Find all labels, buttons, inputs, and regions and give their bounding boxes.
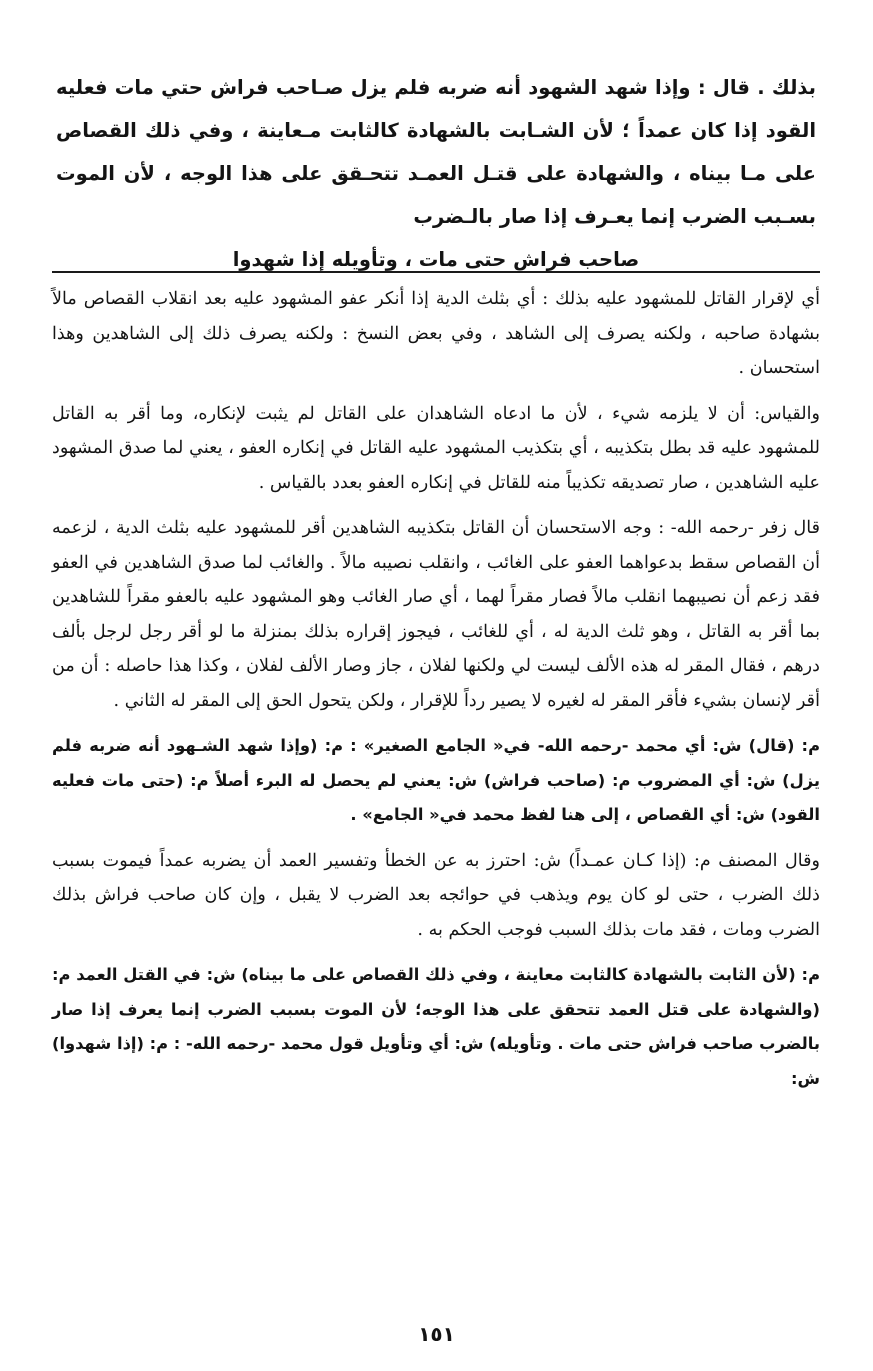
main-text-last-line: صاحب فراش حتى مات ، وتأويله إذا شهدوا	[232, 248, 640, 271]
page-number: ١٥١	[418, 1322, 455, 1346]
separator-rule	[52, 271, 820, 273]
main-text-body: بذلك . قال : وإذا شهد الشهود أنه ضربه فلم يزل صـاحب فراش حتي مات فعليه القود إذا كان عمداً ؛ لأن الشـابت بالشهادة كالثابت مـعاينة ، وفي ذلك القصاص على مـا بيناه ، والشهادة على قتـل العمـد تتحـقق على هذا الوجه ، لأن الموت بسـبب الضرب إنما يعـرف إذا صار بالـضرب	[56, 76, 816, 228]
commentary-paragraph: والقياس: أن لا يلزمه شيء ، لأن ما ادعاه الشاهدان على القاتل لم يثبت لإنكاره، وما أقر به القاتل للمشهود عليه قد بطل بتكذيبه ، أي بتكذيب المشهود عليه القاتل في إنكاره العفو ، يعني لما صدق المشهود عليه الشاهدين ، صار تصديقه تكذيباً منه للقاتل في إنكاره العفو بعدد بالقياس .	[52, 403, 820, 493]
commentary-paragraph: وقال المصنف م: (إذا كـان عمـداً) ش: احترز به عن الخطأ وتفسير العمد أن يضربه عمداً فيموت بسبب ذلك الضرب ، حتى لو كان يوم ويذهب في حوائجه بعد الضرب لا يقبل ، وإن كان صاحب فراش بذلك الضرب ومات ، فقد مات بذلك السبب فوجب الحكم به .	[52, 850, 820, 940]
commentary-paragraph: أي لإقرار القاتل للمشهود عليه بذلك : أي بثلث الدية إذا أنكر عفو المشهود عليه بعد انقلاب القصاص مالاً بشهادة صاحبه ، ولكنه يصرف إلى الشاهد ، وفي بعض النسخ : ولكنه يصرف ذلك إلى الشاهدين وهذا استحسان .	[52, 289, 820, 378]
commentary-paragraph: م: (لأن الثابت بالشهادة كالثابت معاينة ، وفي ذلك القصاص على ما بيناه) ش: في القتل العمد م: (والشهادة على قتل العمد تتحقق على هذا الوجه؛ لأن الموت بسبب الضرب إنما يعرف إذا صار بالضرب صاحب فراش حتى مات . وتأويله) ش: أي وتأويل قول محمد -رحمه الله- : م: (إذا شهدوا) ش:	[52, 965, 820, 1088]
commentary-paragraph: م: (قال) ش: أي محمد -رحمه الله- في« الجامع الصغير» : م: (وإذا شهد الشـهود أنه ضربه فلم يزل) ش: أي المضروب م: (صاحب فراش) ش: يعني لم يحصل له البرء أصلاً م: (حتى مات فعليه القود) ش: أي القصاص ، إلى هنا لفظ محمد في« الجامع» .	[52, 736, 820, 824]
commentary-paragraph: قال زفر -رحمه الله- : وجه الاستحسان أن القاتل بتكذيبه الشاهدين أقر للمشهود عليه بثلث الدية ، لزعمه أن القصاص سقط بدعواهما العفو على الغائب ، وانقلب نصيبه مالاً . والغائب لما صدق الشاهدين في العفو فقد زعم أن نصيبهما انقلب مالاً فصار مقراً لهما ، أي صار الغائب وهو المشهود عليه بالعفو مقراً للشاهدين بما أقر به القاتل ، وهو ثلث الدية له ، أي للغائب ، فيجوز إقراره بذلك بمنزلة ما لو أقر رجل لرجل بألف درهم ، فقال المقر له هذه الألف ليست لي ولكنها لفلان ، جاز وصار الألف لفلان ، وكذا هذا حاصله : أن من أقر لإنسان بشيء فأقر المقر له لغيره لا يصير رداً للإقرار ، ولكن يتحول الحق إلى المقر له الثاني .	[52, 518, 820, 711]
main-text-block	[56, 66, 816, 281]
commentary-block	[52, 282, 820, 1107]
